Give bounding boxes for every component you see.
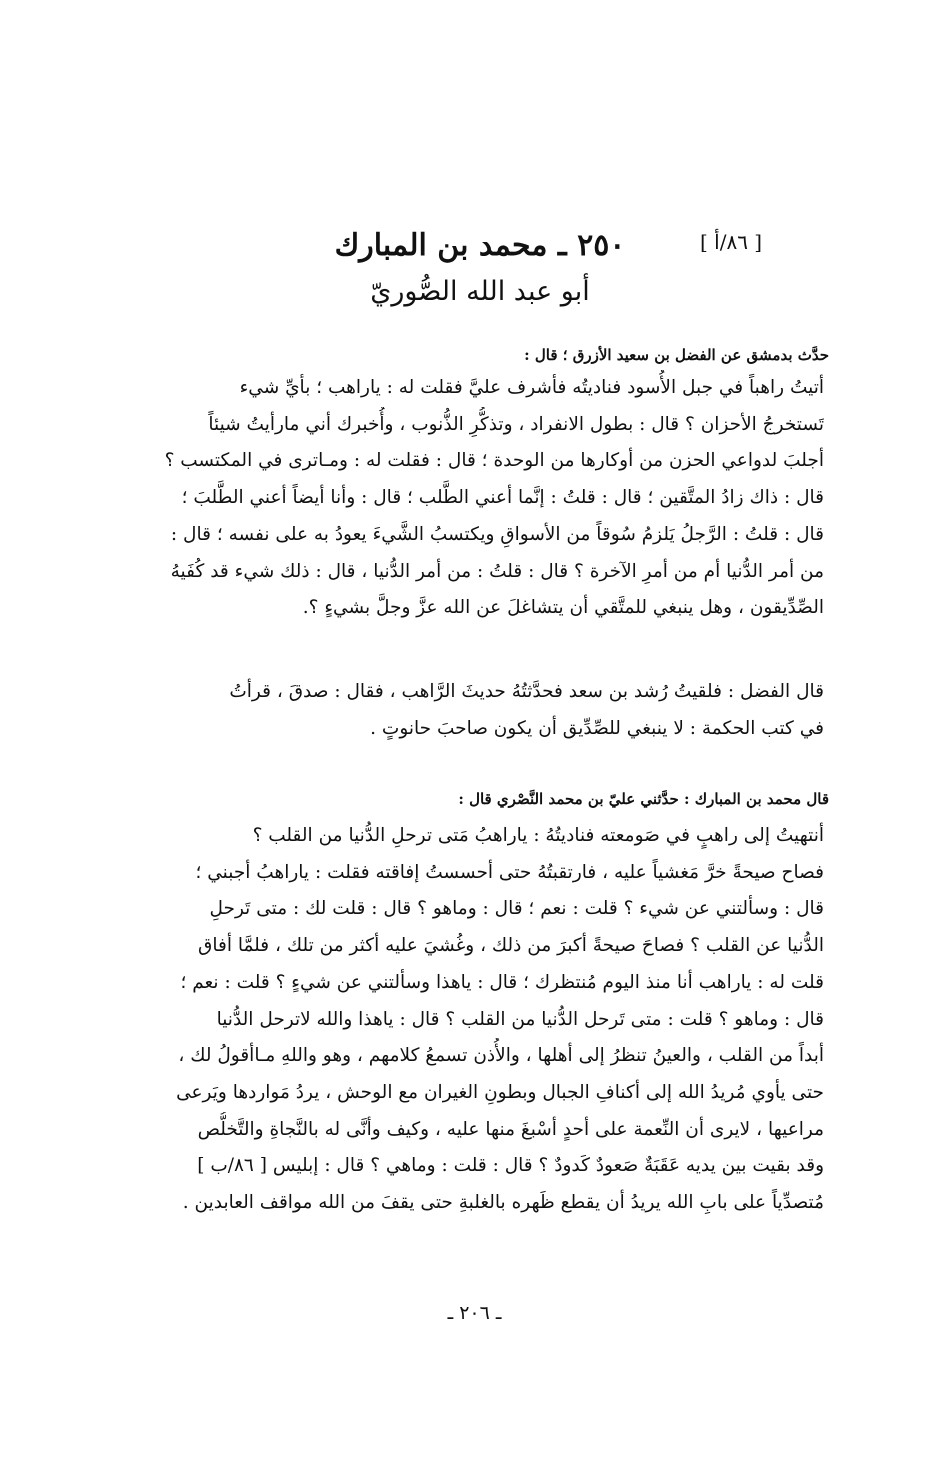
- text-line: في كتب الحكمة : لا ينبغي للصِّدِّيق أن يكون صاحبَ حانوتٍ .: [370, 717, 824, 739]
- text-line: قال : ذاك زادُ المتَّقين ؛ قال : قلتُ : إنَّما أعني الطَّلب ؛ قال : وأنا أيضاً أعني الطَّلبَ ؛: [181, 487, 824, 509]
- text-line: مُتصدِّياً على بابِ الله يريدُ أن يقطع ظَهره بالغلبةِ حتى يقفَ من الله مواقف العابدين .: [182, 1192, 824, 1214]
- text-line: أنتهيتُ إلى راهبٍ في صَومعته فناديتُهُ : ياراهبُ مَتى ترحلِ الدُّنيا من القلب ؟: [252, 825, 824, 846]
- page-number: ـ ٢٠٦ ـ: [447, 1302, 502, 1324]
- paragraph-3: [134, 818, 824, 1222]
- isnad-line-2: قال محمد بن المبارك : حدَّثني عليّ بن محمد النَّصْري قال :: [458, 790, 829, 808]
- text-line: من أمر الدُّنيا أم من أمرِ الآخرة ؟ قال : قلتُ : من أمر الدُّنيا ، قال : ذلك شيء قد كُفَيهُ: [170, 560, 824, 582]
- text-line: أجلبَ لدواعي الحزن من أوكارها من الوحدة ؛ قال : فقلت له : ومـاترى في المكتسب ؟: [164, 450, 824, 472]
- paragraph-2: [134, 674, 824, 747]
- text-line: قال الفضل : فلقيتُ رُشد بن سعد فحدَّثتُهُ حديثَ الرَّاهب ، فقال : صدقَ ، قرأتُ: [229, 681, 824, 702]
- entry-title: ٢٥٠ ـ محمد بن المبارك: [334, 228, 626, 263]
- text-line: مراعيها ، لايرى أن النِّعمة على أحدٍ أسْبغَ منها عليه ، وكيف وأنَّى له بالنَّجاةِ والتَّخلُّص: [197, 1118, 824, 1140]
- text-line: فصاح صيحةً خرَّ مَغشياً عليه ، فارتقبتُهُ حتى أحسستُ إفاقته فقلت : ياراهبُ أجبني ؛: [195, 861, 824, 883]
- text-line: قلت له : ياراهب أنا منذ اليوم مُنتظرك ؛ قال : ياهذا وسألتني عن شيءٍ ؟ قلت : نعم ؛: [180, 971, 824, 993]
- text-line: أبداً من القلب ، والعينُ تنظرُ إلى أهلها ، والأُذن تسمعُ كلامهم ، وهو واللهِ مـاأقولُ لك ،: [178, 1045, 824, 1067]
- text-line: الصِّدِّيقون ، وهل ينبغي للمتَّقي أن يتشاغلَ عن الله عزَّ وجلَّ بشيءٍ ؟.: [302, 597, 824, 619]
- text-line: الدُّنيا عن القلب ؟ فصاحَ صيحةً أكبرَ من ذلك ، وغُشيَ عليه أكثر من تلك ، فلمَّا أفاق: [197, 935, 824, 957]
- text-line: قال : وسألتني عن شيء ؟ قلت : نعم ؛ قال : وماهو ؟ قال : قلت لك : متى تَرحلِ: [209, 898, 824, 920]
- text-line: قال : قلتُ : الرَّجلُ يَلزمُ سُوقاً من الأسواقِ ويكتسبُ الشَّيءَ يعودُ به على نفسه ؛ قال :: [170, 523, 824, 545]
- text-line: تَستخرجُ الأحزان ؟ قال : بطول الانفراد ، وتذكُّرِ الذُّنوب ، وأُخبرك أني مارأيتُ شيئاً: [208, 413, 824, 435]
- text-line: وقد بقيت بين يديه عَقَبَةٌ صَعودٌ كَدودٌ ؟ قال : قلت : وماهي ؟ قال : إبليس [ ٨٦/ب ]: [197, 1155, 824, 1177]
- paragraph-1: [134, 370, 824, 627]
- text-line: قال : وماهو ؟ قلت : متى تَرحل الدُّنيا من القلب ؟ قال : ياهذا والله لاترحل الدُّنيا: [216, 1008, 824, 1030]
- text-line: أتيتُ راهباً في جبل الأُسود فناديتُه فأشرف عليَّ فقلت له : ياراهب ؛ بأيِّ شيء: [239, 377, 824, 398]
- folio-mark: [ ٨٦/أ ]: [700, 230, 763, 254]
- entry-subtitle: أبو عبد الله الصُّوريّ: [370, 276, 590, 307]
- text-line: حتى يأوي مُريدُ الله إلى أكنافِ الجبال وبطونِ الغيران مع الوحش ، يردُ مَواردها ويَرعى: [176, 1081, 824, 1103]
- isnad-line-1: حدَّث بدمشق عن الفضل بن سعيد الأزرق ؛ قال :: [524, 346, 829, 364]
